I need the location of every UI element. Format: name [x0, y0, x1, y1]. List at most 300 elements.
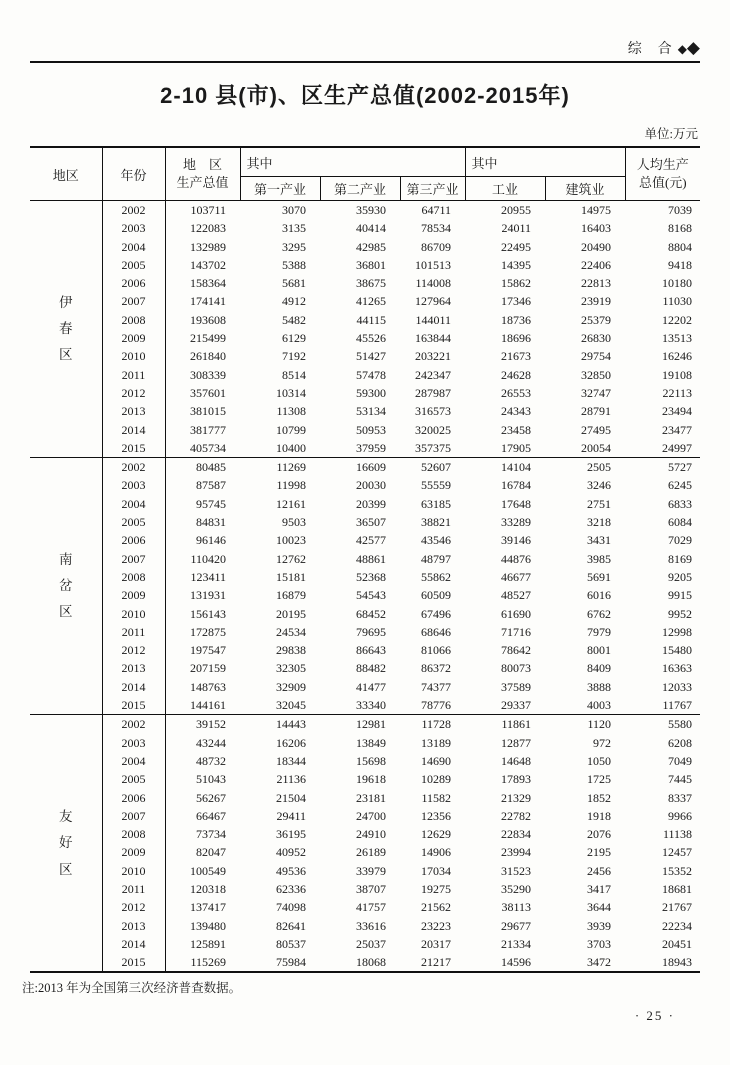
value-cell: 22406 [581, 257, 612, 272]
value-cell: 12877 [501, 735, 532, 750]
value-cell: 114008 [415, 276, 452, 291]
value-cell: 43244 [196, 735, 226, 750]
table-row [30, 678, 700, 696]
table-row [30, 641, 700, 659]
year-cell: 2012 [102, 641, 165, 659]
year-cell: 2006 [102, 531, 165, 549]
value-cell: 144161 [190, 698, 226, 713]
table-row [30, 898, 700, 916]
value-cell: 21334 [501, 936, 532, 951]
year-cell: 2005 [102, 256, 165, 274]
value-cell: 81066 [421, 643, 452, 658]
value-cell: 316573 [415, 404, 452, 419]
value-cell: 53134 [356, 404, 386, 419]
year-cell: 2009 [102, 586, 165, 604]
value-cell: 163844 [415, 331, 452, 346]
table-row [30, 659, 700, 677]
value-cell: 40414 [356, 221, 386, 236]
table-row [30, 531, 700, 549]
col-header-percapita [625, 147, 700, 201]
table-row [30, 292, 700, 310]
value-cell: 62336 [276, 881, 306, 896]
col-header-gdp-line1: 地 区 [182, 157, 222, 173]
value-cell: 42577 [356, 533, 386, 548]
value-cell: 21329 [501, 790, 532, 805]
value-cell: 101513 [415, 257, 452, 272]
value-cell: 3246 [587, 478, 612, 493]
value-cell: 381015 [190, 404, 226, 419]
value-cell: 1050 [587, 753, 612, 768]
value-cell: 82047 [196, 845, 226, 860]
value-cell: 16784 [501, 478, 532, 493]
value-cell: 14596 [501, 955, 532, 970]
value-cell: 96146 [196, 533, 226, 548]
value-cell: 20195 [276, 606, 306, 621]
value-cell: 43546 [421, 533, 452, 548]
value-cell: 7029 [668, 533, 693, 548]
value-cell: 8168 [668, 221, 693, 236]
value-cell: 5580 [625, 715, 700, 734]
value-cell: 8514 [282, 367, 306, 382]
value-cell: 5681 [282, 276, 306, 291]
year-cell: 2010 [102, 605, 165, 623]
year-cell: 2008 [102, 825, 165, 843]
value-cell: 1120 [545, 715, 625, 734]
value-cell: 2076 [587, 827, 612, 842]
table-row [30, 402, 700, 420]
value-cell: 16246 [662, 349, 693, 364]
value-cell: 49536 [276, 863, 306, 878]
table-row [30, 623, 700, 641]
value-cell: 33979 [356, 863, 386, 878]
value-cell: 44876 [501, 551, 532, 566]
value-cell: 22782 [501, 808, 532, 823]
value-cell: 7192 [282, 349, 306, 364]
table-row [30, 825, 700, 843]
diamond-icon: ◆ [686, 38, 700, 57]
year-cell: 2002 [102, 715, 165, 734]
table-row [30, 495, 700, 513]
value-cell: 9966 [668, 808, 693, 823]
value-cell: 11030 [662, 294, 693, 309]
table-row [30, 476, 700, 494]
value-cell: 28791 [581, 404, 612, 419]
table-row [30, 880, 700, 898]
value-cell: 29754 [581, 349, 612, 364]
value-cell: 22495 [501, 239, 532, 254]
value-cell: 2751 [587, 496, 612, 511]
table-row [30, 366, 700, 384]
value-cell: 20399 [356, 496, 386, 511]
diamond-icon: ◆ [677, 42, 687, 56]
value-cell: 29677 [501, 918, 532, 933]
value-cell: 20317 [421, 936, 452, 951]
value-cell: 17648 [501, 496, 532, 511]
value-cell: 35290 [501, 881, 532, 896]
value-cell: 80073 [501, 661, 532, 676]
value-cell: 143702 [190, 257, 226, 272]
value-cell: 197547 [190, 643, 226, 658]
year-cell: 2014 [102, 421, 165, 439]
value-cell: 13849 [356, 735, 386, 750]
value-cell: 381777 [190, 422, 226, 437]
value-cell: 12629 [421, 827, 452, 842]
value-cell: 39152 [165, 715, 240, 734]
value-cell: 10023 [276, 533, 306, 548]
value-cell: 308339 [190, 367, 226, 382]
value-cell: 23494 [662, 404, 693, 419]
value-cell: 21562 [421, 900, 452, 915]
value-cell: 14443 [240, 715, 320, 734]
value-cell: 8409 [587, 661, 612, 676]
value-cell: 21767 [662, 900, 693, 915]
value-cell: 17034 [421, 863, 452, 878]
table-row [30, 605, 700, 623]
value-cell: 5727 [625, 458, 700, 477]
table-row [30, 439, 700, 458]
table-row [30, 715, 700, 734]
year-cell: 2013 [102, 659, 165, 677]
value-cell: 9952 [668, 606, 693, 621]
value-cell: 7979 [587, 624, 612, 639]
year-cell: 2010 [102, 347, 165, 365]
value-cell: 32305 [276, 661, 306, 676]
value-cell: 46677 [501, 569, 532, 584]
value-cell: 56267 [196, 790, 226, 805]
year-cell: 2008 [102, 568, 165, 586]
year-cell: 2003 [102, 476, 165, 494]
value-cell: 20451 [662, 936, 693, 951]
header-rule [30, 61, 700, 63]
value-cell: 15698 [356, 753, 386, 768]
value-cell: 110420 [190, 551, 226, 566]
value-cell: 215499 [190, 331, 226, 346]
value-cell: 7049 [668, 753, 693, 768]
table-row [30, 256, 700, 274]
footnote: 注:2013 年为全国第三次经济普查数据。 [22, 981, 242, 996]
year-cell: 2009 [102, 329, 165, 347]
table-body [30, 201, 700, 973]
value-cell: 22813 [581, 276, 612, 291]
table-row [30, 458, 700, 477]
table-row [30, 843, 700, 861]
value-cell: 8169 [668, 551, 693, 566]
value-cell: 6084 [668, 515, 693, 530]
value-cell: 26830 [581, 331, 612, 346]
value-cell: 63185 [421, 496, 452, 511]
value-cell: 21136 [276, 772, 306, 787]
value-cell: 88482 [356, 661, 386, 676]
value-cell: 19108 [662, 367, 693, 382]
value-cell: 52368 [356, 569, 386, 584]
table-row [30, 219, 700, 237]
value-cell: 25037 [356, 936, 386, 951]
value-cell: 51427 [356, 349, 386, 364]
value-cell: 16206 [276, 735, 306, 750]
year-cell: 2014 [102, 935, 165, 953]
value-cell: 29838 [276, 643, 306, 658]
table-row [30, 935, 700, 953]
value-cell: 11728 [400, 715, 465, 734]
value-cell: 12981 [320, 715, 400, 734]
value-cell: 74098 [276, 900, 306, 915]
value-cell: 44115 [356, 312, 386, 327]
value-cell: 100549 [190, 863, 226, 878]
value-cell: 4912 [282, 294, 306, 309]
col-header-percapita-line2: 总值(元) [638, 175, 687, 190]
value-cell: 13513 [662, 331, 693, 346]
value-cell: 8001 [587, 643, 612, 658]
table-row [30, 770, 700, 788]
col-header-tertiary: 第三产业 [400, 177, 465, 201]
value-cell: 12457 [662, 845, 693, 860]
year-cell: 2012 [102, 384, 165, 402]
value-cell: 16609 [320, 458, 400, 477]
value-cell: 60509 [421, 588, 452, 603]
value-cell: 5388 [282, 257, 306, 272]
value-cell: 23181 [356, 790, 386, 805]
table-row [30, 734, 700, 752]
value-cell: 45526 [356, 331, 386, 346]
value-cell: 21673 [501, 349, 532, 364]
table-header [30, 147, 700, 201]
value-cell: 972 [593, 735, 612, 750]
col-header-industry: 工业 [465, 177, 545, 201]
value-cell: 14690 [421, 753, 452, 768]
value-cell: 32747 [581, 385, 612, 400]
value-cell: 139480 [190, 918, 226, 933]
value-cell: 12356 [421, 808, 452, 823]
value-cell: 20955 [501, 203, 532, 217]
value-cell: 12161 [276, 496, 306, 511]
value-cell: 29337 [501, 698, 532, 713]
col-header-gdp-line2: 生产总值 [176, 175, 229, 190]
value-cell: 1852 [587, 790, 612, 805]
value-cell: 10180 [662, 276, 693, 291]
value-cell: 131931 [190, 588, 226, 603]
table-row [30, 201, 700, 220]
table-row [30, 789, 700, 807]
value-cell: 15480 [662, 643, 693, 658]
value-cell: 24700 [356, 808, 386, 823]
year-cell: 2010 [102, 862, 165, 880]
year-cell: 2015 [102, 953, 165, 972]
value-cell: 3939 [587, 918, 612, 933]
page [22, 0, 700, 1023]
value-cell: 3135 [282, 221, 306, 236]
year-cell: 2003 [102, 219, 165, 237]
value-cell: 86709 [421, 239, 452, 254]
value-cell: 14975 [581, 203, 612, 217]
value-cell: 19618 [356, 772, 386, 787]
value-cell: 48861 [356, 551, 386, 566]
col-header-region: 地区 [30, 147, 102, 201]
value-cell: 48797 [421, 551, 452, 566]
value-cell: 6129 [282, 331, 306, 346]
page-number: · 25 · [634, 1008, 675, 1023]
year-cell: 2004 [102, 752, 165, 770]
value-cell: 20490 [581, 239, 612, 254]
value-cell: 7445 [668, 772, 693, 787]
value-cell: 33340 [356, 698, 386, 713]
year-cell: 2005 [102, 770, 165, 788]
value-cell: 11269 [240, 458, 320, 477]
value-cell: 5482 [282, 312, 306, 327]
value-cell: 3703 [587, 936, 612, 951]
col-header-ofwhich-1: 其中 [240, 147, 465, 177]
value-cell: 86372 [421, 661, 452, 676]
value-cell: 26189 [356, 845, 386, 860]
value-cell: 31523 [501, 863, 532, 878]
value-cell: 9205 [668, 569, 693, 584]
value-cell: 18943 [662, 955, 693, 970]
value-cell: 6245 [668, 478, 693, 493]
value-cell: 86643 [356, 643, 386, 658]
value-cell: 156143 [190, 606, 226, 621]
table-row [30, 274, 700, 292]
value-cell: 74377 [421, 679, 452, 694]
value-cell: 23223 [421, 918, 452, 933]
col-header-construction: 建筑业 [545, 177, 625, 201]
value-cell: 13189 [421, 735, 452, 750]
value-cell: 38707 [356, 881, 386, 896]
year-cell: 2011 [102, 880, 165, 898]
value-cell: 2195 [587, 845, 612, 860]
value-cell: 38675 [356, 276, 386, 291]
value-cell: 16363 [662, 661, 693, 676]
value-cell: 33616 [356, 918, 386, 933]
value-cell: 23458 [501, 422, 532, 437]
value-cell: 68646 [421, 624, 452, 639]
value-cell: 203221 [415, 349, 452, 364]
unit-label: 单位:万元 [644, 127, 698, 141]
value-cell: 14104 [465, 458, 545, 477]
value-cell: 14395 [501, 257, 532, 272]
value-cell: 18681 [662, 881, 693, 896]
value-cell: 120318 [190, 881, 226, 896]
value-cell: 1725 [587, 772, 612, 787]
value-cell: 261840 [190, 349, 226, 364]
year-cell: 2007 [102, 550, 165, 568]
value-cell: 6762 [587, 606, 612, 621]
value-cell: 12998 [662, 624, 693, 639]
value-cell: 320025 [415, 422, 452, 437]
value-cell: 23477 [662, 422, 693, 437]
value-cell: 127964 [415, 294, 452, 309]
value-cell: 23994 [501, 845, 532, 860]
value-cell: 8804 [668, 239, 693, 254]
year-cell: 2011 [102, 623, 165, 641]
value-cell: 35930 [356, 203, 386, 217]
value-cell: 95745 [196, 496, 226, 511]
value-cell: 24011 [501, 221, 532, 236]
year-cell: 2004 [102, 495, 165, 513]
value-cell: 33289 [501, 515, 532, 530]
value-cell: 21504 [276, 790, 306, 805]
year-cell: 2002 [102, 458, 165, 477]
value-cell: 73734 [196, 827, 226, 842]
value-cell: 193608 [190, 312, 226, 327]
value-cell: 357375 [415, 440, 452, 455]
value-cell: 2505 [545, 458, 625, 477]
value-cell: 6833 [668, 496, 693, 511]
value-cell: 2456 [587, 863, 612, 878]
value-cell: 24628 [501, 367, 532, 382]
value-cell: 27495 [581, 422, 612, 437]
value-cell: 11582 [421, 790, 452, 805]
value-cell: 66467 [196, 808, 226, 823]
value-cell: 71716 [501, 624, 532, 639]
year-cell: 2007 [102, 292, 165, 310]
value-cell: 54543 [356, 588, 386, 603]
value-cell: 41757 [356, 900, 386, 915]
value-cell: 18696 [501, 331, 532, 346]
value-cell: 3295 [282, 239, 306, 254]
year-cell: 2011 [102, 366, 165, 384]
header-band [30, 0, 700, 63]
value-cell: 14648 [501, 753, 532, 768]
value-cell: 48732 [196, 753, 226, 768]
value-cell: 10400 [276, 440, 306, 455]
value-cell: 39146 [501, 533, 532, 548]
value-cell: 68452 [356, 606, 386, 621]
value-cell: 38113 [501, 900, 532, 915]
value-cell: 3472 [587, 955, 612, 970]
value-cell: 22834 [501, 827, 532, 842]
value-cell: 67496 [421, 606, 452, 621]
value-cell: 24534 [276, 624, 306, 639]
table-row [30, 917, 700, 935]
table-row [30, 862, 700, 880]
value-cell: 29411 [276, 808, 306, 823]
table-row [30, 807, 700, 825]
value-cell: 3218 [587, 515, 612, 530]
value-cell: 3888 [587, 679, 612, 694]
year-cell: 2015 [102, 439, 165, 458]
value-cell: 55862 [421, 569, 452, 584]
table-row [30, 568, 700, 586]
value-cell: 17905 [501, 440, 532, 455]
value-cell: 137417 [190, 900, 226, 915]
col-header-ofwhich-2: 其中 [465, 147, 625, 177]
value-cell: 17346 [501, 294, 532, 309]
value-cell: 174141 [190, 294, 226, 309]
value-cell: 87587 [196, 478, 226, 493]
value-cell: 207159 [190, 661, 226, 676]
col-header-gdp [165, 147, 240, 201]
value-cell: 9418 [668, 257, 693, 272]
year-cell: 2004 [102, 238, 165, 256]
value-cell: 48527 [501, 588, 532, 603]
year-cell: 2006 [102, 789, 165, 807]
value-cell: 55559 [421, 478, 452, 493]
value-cell: 4003 [587, 698, 612, 713]
value-cell: 10314 [276, 385, 306, 400]
value-cell: 22234 [662, 918, 693, 933]
value-cell: 10289 [421, 772, 452, 787]
value-cell: 79695 [356, 624, 386, 639]
value-cell: 52607 [400, 458, 465, 477]
year-cell: 2013 [102, 402, 165, 420]
table-row [30, 752, 700, 770]
value-cell: 36507 [356, 515, 386, 530]
value-cell: 148763 [190, 679, 226, 694]
value-cell: 123411 [190, 569, 226, 584]
region-label: 南 岔 区 [30, 458, 102, 715]
value-cell: 78776 [421, 698, 452, 713]
year-cell: 2002 [102, 201, 165, 220]
value-cell: 125891 [190, 936, 226, 951]
